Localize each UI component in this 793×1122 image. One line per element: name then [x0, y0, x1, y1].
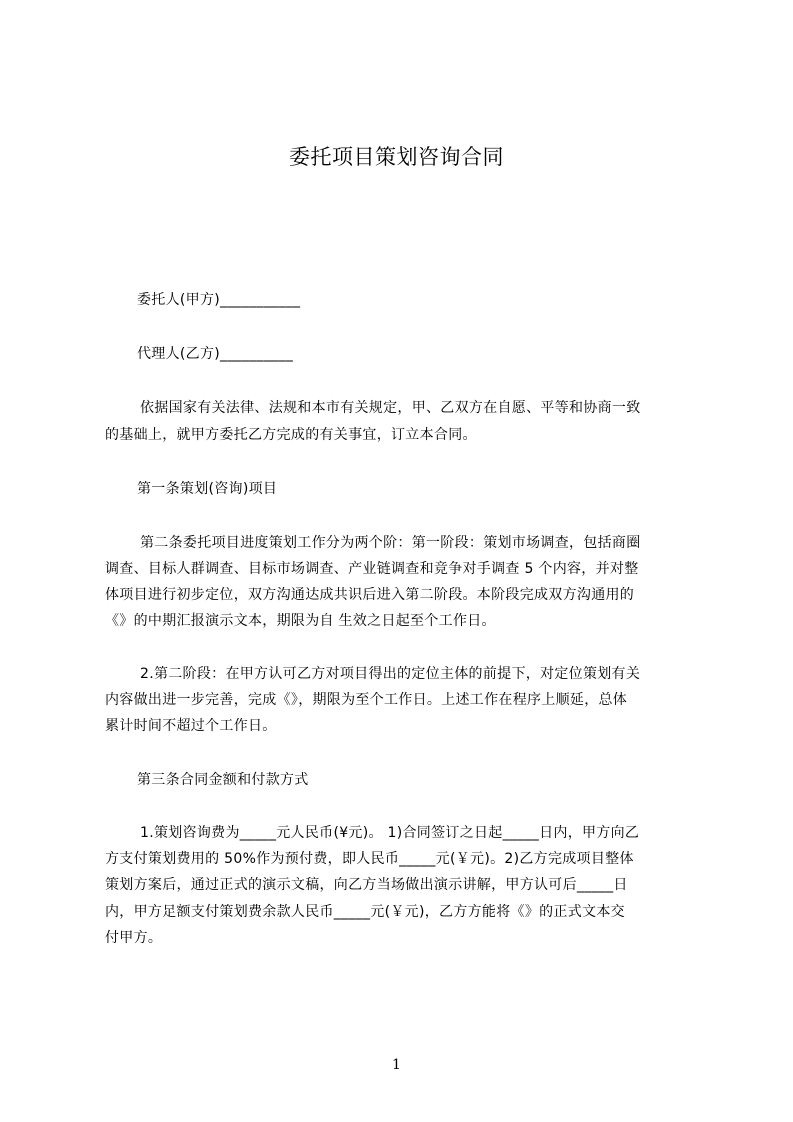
payment-line: 付甲方。 [105, 930, 163, 946]
document-title: 委托项目策划咨询合同 [289, 145, 504, 169]
article-2-line: 调查、目标人群调查、目标市场调查、产业链调查和竞争对手调查 5 个内容，并对整 [105, 561, 639, 577]
payment-line: 1.策划咨询费为_____元人民币(¥元)。 1)合同签订之日起_____日内，甲方向乙 [140, 825, 640, 841]
party-b-line: 代理人(乙方)__________ [137, 346, 294, 362]
article-2-line: 体项目进行初步定位，双方沟通达成共识后进入第二阶段。本阶段完成双方沟通用的 [105, 587, 635, 603]
party-a-line: 委托人(甲方)___________ [137, 292, 301, 308]
article-2-line: 《》的中期汇报演示文本，期限为自 生效之日起至个工作日。 [105, 613, 496, 629]
stage-2-line: 内容做出进一步完善，完成《》，期限为至个工作日。上述工作在程序上顺延，总体 [105, 692, 628, 708]
payment-line: 策划方案后，通过正式的演示文稿，向乙方当场做出演示讲解，甲方认可后_____日 [105, 877, 628, 893]
intro-line: 依据国家有关法律、法规和本市有关规定，甲、乙双方在自愿、平等和协商一致 [140, 400, 641, 416]
article-3-heading: 第三条合同金额和付款方式 [137, 772, 309, 788]
stage-2-line: 累计时间不超过个工作日。 [105, 718, 277, 734]
page-number: 1 [392, 1057, 401, 1073]
article-2-line: 第二条委托项目进度策划工作分为两个阶：第一阶段：策划市场调查，包括商圈 [140, 535, 641, 551]
intro-line: 的基础上，就甲方委托乙方完成的有关事宜，订立本合同。 [105, 427, 477, 443]
stage-2-line: 2.第二阶段：在甲方认可乙方对项目得出的定位主体的前提下，对定位策划有关 [140, 666, 641, 682]
article-1-heading: 第一条策划(咨询)项目 [137, 481, 278, 497]
payment-line: 内，甲方足额支付策划费余款人民币_____元(￥元)，乙方方能将《》的正式文本交 [105, 904, 625, 920]
payment-line: 方支付策划费用的 50%作为预付费，即人民币_____元(￥元)。2)乙方完成项目整体 [105, 851, 634, 867]
